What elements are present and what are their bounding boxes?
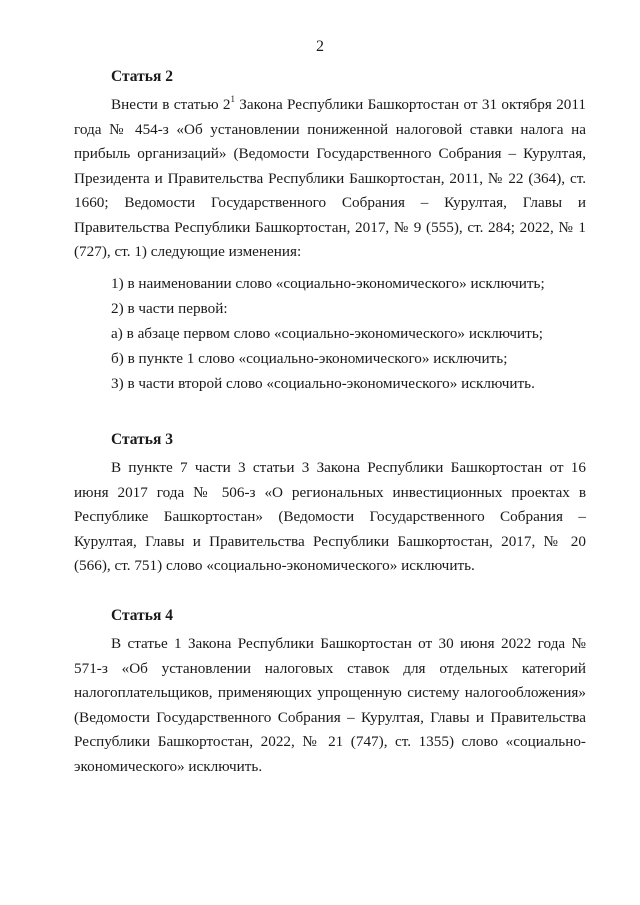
article-4-text: В статье 1 Закона Республики Башкортостан от 30 июня 2022 года № 571-з «Об установлении налоговых ставок для отдельных категорий налогоплательщиков, применяющих упрощенную систему налогообложения» (Ведомости Государственного Собрания – Курултая, Главы и Правительства Республики Башкортостан, 2022, № 21 (747), ст. 1355) слово «социально-экономического» исключить. (74, 635, 586, 775)
article-3-heading: Статья 3 (111, 431, 173, 448)
article-2-item: 2) в части первой: (111, 300, 228, 317)
article-2-heading: Статья 2 (111, 68, 173, 85)
article-2-item: а) в абзаце первом слово «социально-экономического» исключить; (111, 325, 543, 342)
page-number: 2 (316, 38, 324, 55)
article-2-item: 1) в наименовании слово «социально-экономического» исключить; (111, 275, 545, 292)
article-2-item: б) в пункте 1 слово «социально-экономического» исключить; (111, 350, 508, 367)
article-4-heading: Статья 4 (111, 607, 173, 624)
article-2-item: 3) в части второй слово «социально-экономического» исключить. (111, 375, 535, 392)
article-2-intro: Внести в статью $2^1$ Закона Республики Башкортостан от 31 октября 2011 года № 454-з «Об установлении пониженной налоговой ставки налога на прибыль организаций» (Ведомости Государственного Собрания – Курултая, Президента и Правительства Республики Башкортостан, 2011, № 22 (364), ст. 1660; Ведомости Государственного Собрания – Курултая, Главы и Правительства Республики Башкортостан, 2017, № 9 (555), ст. 284; 2022, № 1 (727), ст. 1) следующие изменения: (74, 94, 587, 260)
article-2-text (74, 93, 586, 265)
article-3-text: В пункте 7 части 3 статьи 3 Закона Республики Башкортостан от 16 июня 2017 года № 506-з «О региональных инвестиционных проектах в Республике Башкортостан» (Ведомости Государственного Собрания – Курултая, Главы и Правительства Республики Башкортостан, 2017, № 20 (566), ст. 751) слово «социально-экономического» исключить. (74, 459, 586, 574)
superscript-index: 1 (230, 94, 235, 104)
